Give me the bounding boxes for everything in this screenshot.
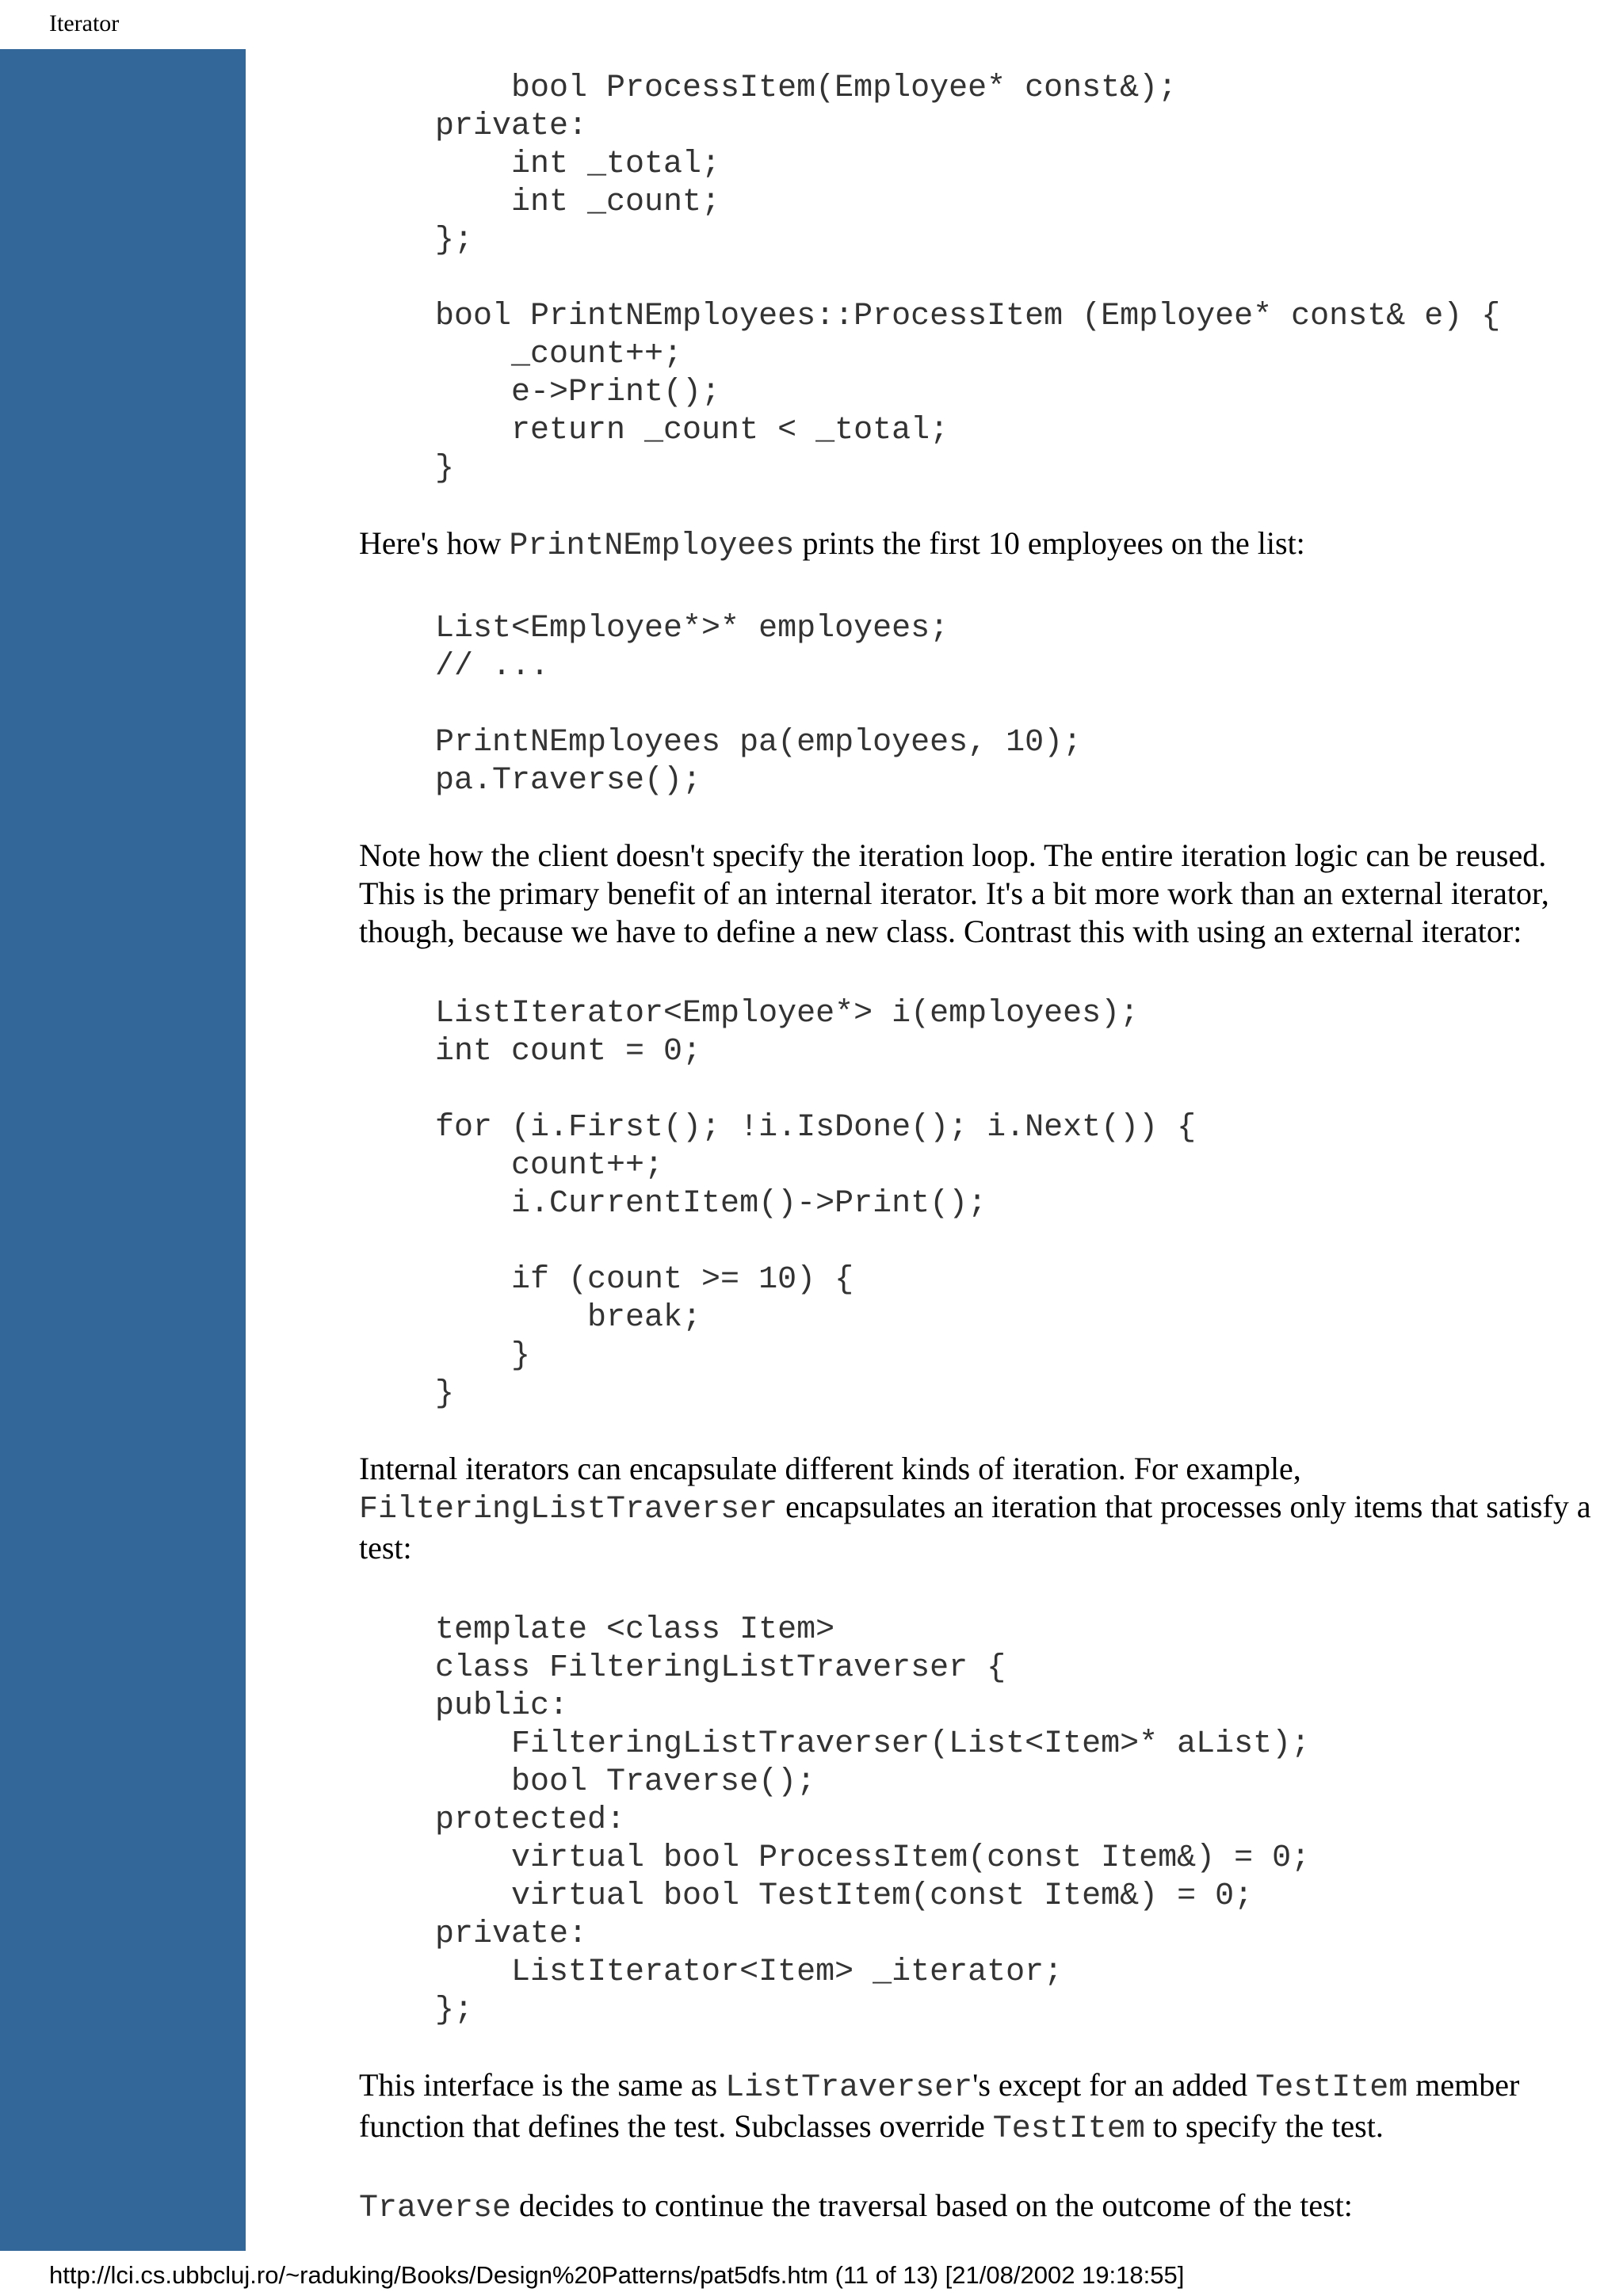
code-line: public: <box>435 1688 569 1724</box>
sidebar-band <box>0 49 246 2251</box>
paragraph-interface-comparison: This interface is the same as ListTraverser's except for an added TestItem member function that defines the test. Subclasses override TestItem to specify the test. <box>359 2067 1520 2147</box>
code-line: // ... <box>435 649 550 685</box>
code-line: pa.Traverse(); <box>435 763 702 799</box>
code-line: } <box>435 451 455 486</box>
footer-source-url: http://lci.cs.ubbcluj.ro/~raduking/Books/Design%20Patterns/pat5dfs.htm (11 of 13) [21/08/2002 19:18:55] <box>49 2261 1185 2289</box>
code-line: int count = 0; <box>435 1034 702 1070</box>
code-line: if (count >= 10) { <box>435 1262 854 1298</box>
code-line: bool PrintNEmployees::ProcessItem (Employee* const& e) { <box>435 299 1501 334</box>
code-block-usage <box>435 610 1603 800</box>
inline-code: PrintNEmployees <box>509 528 795 564</box>
inline-code: FilteringListTraverser <box>359 1492 778 1527</box>
document-content <box>359 70 1603 2228</box>
code-line: int _count; <box>435 185 721 220</box>
code-line: i.CurrentItem()->Print(); <box>435 1186 987 1222</box>
inline-code: Traverse <box>359 2191 512 2226</box>
code-line: }; <box>435 223 474 258</box>
code-line <box>435 260 1603 298</box>
code-line: for (i.First(); !i.IsDone(); i.Next()) { <box>435 1110 1197 1146</box>
code-line: template <class Item> <box>435 1612 835 1648</box>
code-line: private: <box>435 109 588 144</box>
paragraph-filtering-traverser: Internal iterators can encapsulate different kinds of iteration. For example, FilteringListTraverser encapsulates an iteration that processes only items that satisfy a test: <box>359 1451 1591 1566</box>
code-block-process-item <box>435 70 1603 488</box>
code-line <box>435 1223 1603 1261</box>
code-line <box>435 686 1603 724</box>
code-block-filtering-list-traverser <box>435 1611 1603 2030</box>
code-line: ListIterator<Item> _iterator; <box>435 1955 1064 1990</box>
code-line: ListIterator<Employee*> i(employees); <box>435 996 1140 1032</box>
code-line: protected: <box>435 1802 626 1838</box>
inline-code: ListTraverser <box>725 2070 973 2106</box>
code-line: bool Traverse(); <box>435 1764 816 1800</box>
code-line: count++; <box>435 1148 664 1184</box>
code-line: return _count < _total; <box>435 413 949 448</box>
code-block-external-iterator <box>435 995 1603 1413</box>
code-line: }; <box>435 1993 474 2028</box>
code-line: _count++; <box>435 337 683 372</box>
code-line: int _total; <box>435 147 721 182</box>
code-line: virtual bool TestItem(const Item&) = 0; <box>435 1878 1254 1914</box>
code-line: } <box>435 1376 455 1412</box>
code-line: private: <box>435 1917 588 1952</box>
code-line: } <box>435 1338 531 1374</box>
code-line: PrintNEmployees pa(employees, 10); <box>435 725 1083 761</box>
paragraph-internal-iterator-benefit: Note how the client doesn't specify the iteration loop. The entire iteration logic can be reused. This is the primary benefit of an internal iterator. It's a bit more work than an external iterator, though, because we have to define a new class. Contrast this with using an external iterator: <box>359 837 1549 949</box>
code-line: e->Print(); <box>435 375 721 410</box>
code-line <box>435 1071 1603 1109</box>
code-line: virtual bool ProcessItem(const Item&) = 0; <box>435 1840 1311 1876</box>
code-line: bool ProcessItem(Employee* const&); <box>435 71 1178 106</box>
code-line: class FilteringListTraverser { <box>435 1650 1006 1686</box>
paragraph-print-n-employees: Here's how PrintNEmployees prints the first 10 employees on the list: <box>359 525 1305 564</box>
code-line: List<Employee*>* employees; <box>435 611 949 646</box>
inline-code: TestItem <box>1255 2070 1408 2106</box>
paragraph-traverse-decision: Traverse decides to continue the traversal based on the outcome of the test: <box>359 2187 1353 2226</box>
page-header-title: Iterator <box>49 10 120 36</box>
inline-code: TestItem <box>992 2111 1145 2147</box>
code-line: FilteringListTraverser(List<Item>* aList); <box>435 1726 1311 1762</box>
code-line: break; <box>435 1300 702 1336</box>
